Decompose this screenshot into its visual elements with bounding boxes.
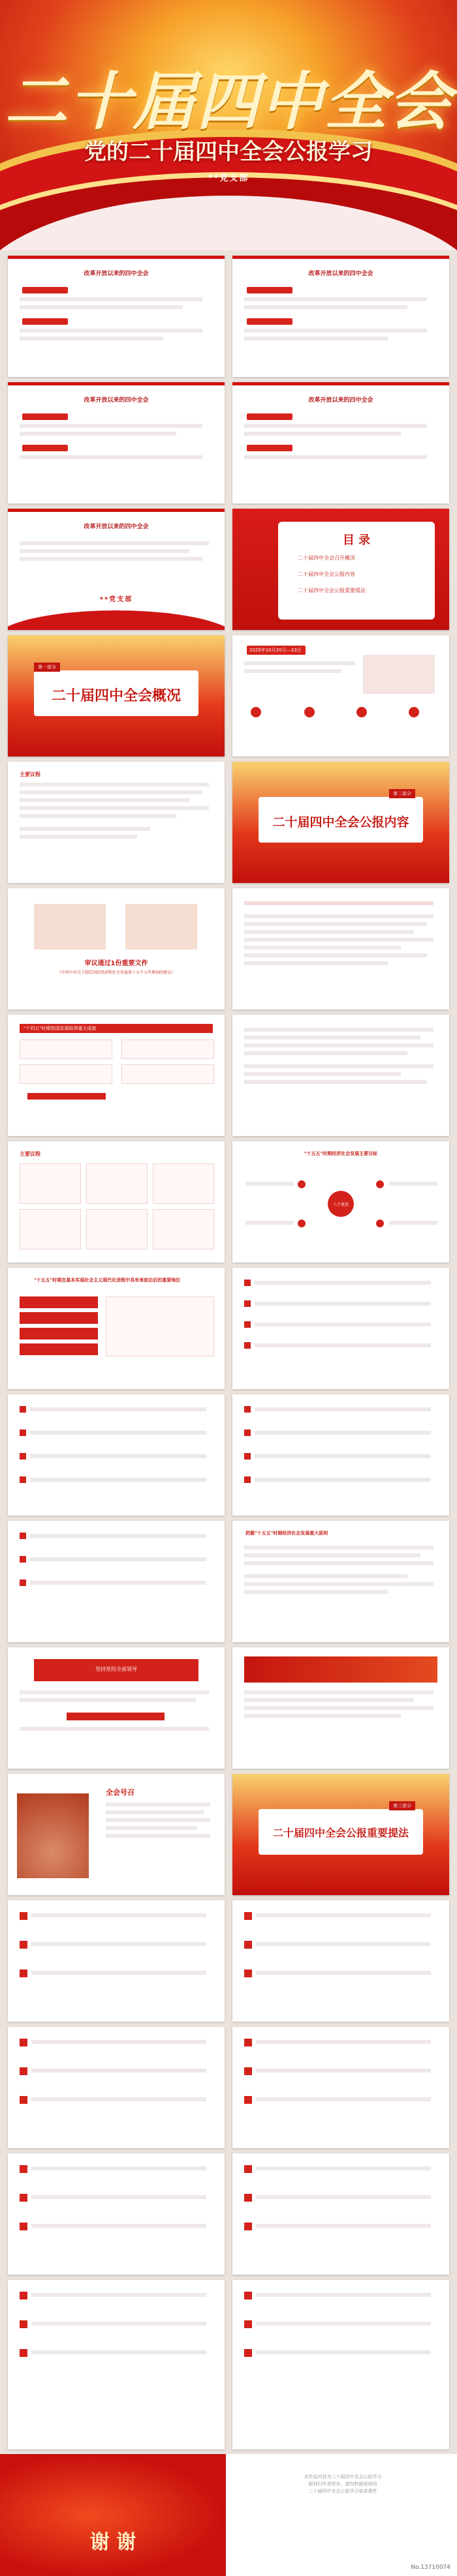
slide-text-line (244, 938, 433, 942)
slide-text-line (256, 2195, 431, 2199)
slide-heading: 改革开放以来的四中全会 (308, 271, 373, 277)
bullet-icon (20, 1406, 26, 1413)
photo-placeholder (244, 1656, 437, 1683)
content-box (86, 1163, 148, 1204)
bullet-icon (244, 1453, 251, 1460)
slide-intro-3 (8, 382, 225, 503)
slide-text-line (255, 1407, 431, 1411)
slide-text-line (256, 2069, 431, 2073)
slide-list-items-5 (8, 1900, 225, 2022)
bullet-icon (20, 2292, 27, 2299)
slide-list-items-4 (8, 1521, 225, 1642)
slide-text-line (256, 2224, 431, 2228)
thanks-text: 谢 谢 (89, 2531, 136, 2554)
bullet-icon (244, 1430, 251, 1436)
orbit-node (376, 1180, 384, 1188)
slide-tag (22, 318, 68, 325)
bullet-icon (20, 2096, 27, 2104)
section-bar (27, 1093, 106, 1100)
content-box (86, 1209, 148, 1250)
people-icon (356, 707, 367, 717)
bullet-icon (244, 1280, 251, 1286)
orbit-center: 八个更加 (328, 1191, 354, 1217)
slide-text-line (30, 1454, 206, 1458)
slide-text-line (256, 2350, 431, 2354)
content-box (20, 1040, 112, 1059)
part-title: 二十届四中全会公报内容 (272, 815, 409, 830)
slide-text-line (244, 337, 388, 340)
slide-part3 (232, 1774, 449, 1895)
photo-placeholder (363, 655, 435, 694)
bullet-icon (20, 1912, 27, 1920)
slide-text-line (20, 806, 209, 810)
bullet-icon (20, 2039, 27, 2046)
slide-text-line (256, 2322, 431, 2326)
bullet-icon (20, 2223, 27, 2230)
bullet-icon (244, 2349, 252, 2357)
slide-text-line (244, 953, 427, 957)
people-icon (409, 707, 419, 717)
slide-text-line (31, 2293, 206, 2297)
slide-achievements (8, 1015, 225, 1136)
toc-item[interactable]: 二十届四中全会公报重要提法 (298, 588, 366, 593)
bullet-icon (244, 1342, 251, 1349)
slide-text-line (106, 1826, 197, 1830)
slide-text-line (244, 1690, 433, 1694)
toc-title: 目 录 (342, 533, 371, 547)
content-box (20, 1209, 81, 1250)
slide-text-line (255, 1454, 431, 1458)
people-icon (304, 707, 315, 717)
slide-party (8, 1647, 225, 1769)
bullet-icon (20, 1969, 27, 1977)
slide-text-line (20, 337, 163, 340)
list-item (20, 1296, 98, 1308)
slide-part2 (232, 762, 449, 883)
slide-text-line (106, 1803, 210, 1806)
slide-text-line (244, 914, 433, 918)
slide-strip (8, 256, 225, 259)
slide-text-line (31, 2350, 206, 2354)
slide-heading: 主要议程 (20, 1151, 40, 1157)
slide-importance (8, 1268, 225, 1389)
slide-text-line (31, 2224, 206, 2228)
photo-placeholder (34, 904, 106, 950)
content-box (20, 1163, 81, 1204)
watermark: No.13710074 (411, 2564, 450, 2571)
slide-text-line (20, 455, 202, 459)
part-title: 二十届四中全会概况 (51, 687, 181, 704)
slide-photo-banner (232, 1647, 449, 1769)
slide-list-items-8 (232, 2027, 449, 2148)
slide-text-line (255, 1478, 431, 1482)
bullet-icon (244, 2292, 252, 2299)
slide-heading: 改革开放以来的四中全会 (84, 524, 149, 530)
slide-list-items-12 (232, 2280, 449, 2449)
slide-text-line (244, 455, 427, 459)
slide-text-line (244, 1574, 407, 1578)
slide-orbit (232, 1141, 449, 1263)
slide-heading: 改革开放以来的四中全会 (84, 271, 149, 277)
info-line: 版权归作者所有，请勿转载或商用 (308, 2481, 377, 2487)
slide-text-line (244, 1546, 433, 1550)
slide-intro-4 (232, 382, 449, 503)
slide-list-items (232, 1268, 449, 1389)
toc-item[interactable]: 二十届四中全会召开概况 (298, 555, 355, 561)
slide-text-line (30, 1431, 206, 1435)
slide-text-content (232, 1015, 449, 1136)
hero-title: 二十届四中全会 (5, 65, 452, 138)
slide-strip (8, 382, 225, 385)
bullet-icon (20, 2165, 27, 2173)
list-item (20, 1328, 98, 1340)
meeting-date: 2025年10月20日—23日 (249, 648, 302, 653)
slide-text-line (20, 835, 137, 839)
slide-list-items-6 (232, 1900, 449, 2022)
slide-text-line (20, 783, 209, 786)
content-box (153, 1209, 214, 1250)
thanks-section (0, 2454, 457, 2576)
slide-text-line (20, 549, 189, 553)
info-block (248, 2474, 437, 2495)
slide-text-line (20, 432, 176, 436)
slide-text-line (20, 329, 202, 333)
bullet-icon (244, 2067, 252, 2075)
section-title: "十四五"时期我国发展取得重大成就 (24, 1026, 97, 1031)
slide-grid-boxes (8, 1141, 225, 1263)
slide-text-line (244, 1714, 401, 1718)
info-line: 二十届四中全会公报学习宣讲课件 (308, 2489, 377, 2494)
slide-list-items-9 (8, 2153, 225, 2275)
slide-tag (22, 445, 68, 451)
slide-text-line (20, 424, 202, 428)
slide-text-line (244, 669, 342, 673)
slide-text-line (244, 1080, 427, 1084)
slide-text-line (256, 2293, 431, 2297)
slide-text-line (244, 961, 388, 965)
bullet-icon (244, 2194, 252, 2202)
bullet-icon (20, 1580, 26, 1586)
slide-text-line (256, 1913, 431, 1917)
slide-list-items-11 (8, 2280, 225, 2449)
slide-agenda (8, 762, 225, 883)
slide-text-line (31, 2040, 206, 2044)
part-badge: 第二部分 (389, 789, 415, 798)
slide-text-line (256, 2040, 431, 2044)
slide-wave (8, 610, 225, 630)
bullet-icon (244, 2165, 252, 2173)
doc-name: 《中共中央关于制定国民经济和社会发展第十五个五年规划的建议》 (57, 970, 175, 975)
list-item (20, 1312, 98, 1324)
slide-text-content-2 (232, 1521, 449, 1642)
call-title: 全会号召 (106, 1788, 134, 1797)
slide-text-line (30, 1407, 206, 1411)
bullet-icon (20, 2349, 27, 2357)
bullet-icon (244, 1969, 252, 1977)
part-badge: 第三部分 (389, 1801, 415, 1810)
bullet-icon (20, 1453, 26, 1460)
slide-text-line (30, 1581, 206, 1585)
slide-text-line (244, 1553, 420, 1557)
slide-intro-5 (8, 509, 225, 630)
slide-list-items-7 (8, 2027, 225, 2148)
slide-list-items-2 (8, 1394, 225, 1516)
slide-text-line (256, 1942, 431, 1946)
slide-text-line (106, 1810, 204, 1814)
slide-text-line (244, 1698, 414, 1702)
slide-tag (247, 318, 292, 325)
slide-text-line (244, 661, 355, 665)
thanks-panel (0, 2454, 226, 2576)
slide-text-line (20, 1727, 209, 1731)
slide-text-line (244, 1036, 420, 1040)
slide-text-line (256, 1971, 431, 1975)
people-icon (251, 707, 261, 717)
slide-text-line (30, 1534, 206, 1538)
monument-image (17, 1793, 89, 1878)
slide-overview (232, 635, 449, 756)
slide-text-line (20, 541, 209, 545)
slide-heading: 把握"十五五"时期经济社会发展重大原则 (245, 1531, 328, 1536)
bullet-icon (20, 2067, 27, 2075)
slide-text-line (106, 1834, 210, 1838)
bullet-icon (244, 1300, 251, 1307)
slide-intro-1 (8, 256, 225, 377)
bullet-icon (20, 2194, 27, 2202)
hero-org: **党支部 (208, 173, 249, 183)
slide-text-line (244, 1706, 433, 1710)
slide-text-line (20, 1690, 209, 1694)
slide-text-line (31, 1942, 206, 1946)
slide-text-line (389, 1182, 437, 1186)
slide-part1 (8, 635, 225, 756)
bullet-icon (20, 1476, 26, 1483)
hero-subtitle: 党的二十届四中全会公报学习 (84, 139, 373, 165)
slide-text-line (244, 305, 407, 309)
slide-text-line (20, 790, 202, 794)
review-doc: 审议通过1份重要文件 (84, 960, 148, 967)
slide-text-line (244, 922, 427, 926)
slide-text-line (30, 1478, 206, 1482)
slide-text-line (244, 946, 401, 950)
orbit-node (298, 1180, 306, 1188)
slide-text-line (256, 2166, 431, 2170)
slide-text-line (20, 305, 183, 309)
slide-text-line (244, 1064, 433, 1068)
slide-text-line (31, 1971, 206, 1975)
slide-text-line (245, 1221, 294, 1225)
bullet-icon (244, 2096, 252, 2104)
slide-text-line (244, 1043, 433, 1047)
part-badge: 第一部分 (34, 663, 60, 672)
slide-list-items-3 (232, 1394, 449, 1516)
slide-tag (22, 287, 68, 293)
bullet-icon (244, 1321, 251, 1328)
bullet-icon (20, 1430, 26, 1436)
hero-banner (0, 0, 457, 250)
content-box (121, 1040, 214, 1059)
slide-text-line (245, 1182, 294, 1186)
bullet-icon (20, 1941, 27, 1949)
slide-text-line (20, 814, 176, 818)
slide-text-line (31, 2195, 206, 2199)
slide-text-line (244, 1051, 407, 1055)
content-box (20, 1064, 112, 1084)
slide-strip (232, 382, 449, 385)
slide-text-line (244, 1582, 433, 1586)
info-line: 本作品内容为二十届四中全会公报学习 (304, 2474, 382, 2479)
content-box (153, 1163, 214, 1204)
photo-placeholder (125, 904, 197, 950)
slide-text-line (244, 901, 433, 905)
slide-text-line (244, 424, 427, 428)
bullet-icon (20, 1556, 26, 1563)
bullet-icon (244, 2320, 252, 2328)
slide-text-line (31, 2069, 206, 2073)
slide-text-line (31, 2322, 206, 2326)
slide-text-line (389, 1221, 437, 1225)
slide-tag (22, 413, 68, 420)
slide-document (8, 888, 225, 1010)
slide-toc (232, 509, 449, 630)
agenda-title: 主要议程 (20, 771, 40, 777)
slide-text-line (244, 1028, 433, 1032)
bullet-icon (20, 2320, 27, 2328)
bullet-icon (20, 1533, 26, 1539)
slide-text-line (244, 1590, 388, 1594)
slide-intro-2 (232, 256, 449, 377)
slide-text-line (255, 1431, 431, 1435)
content-box (121, 1064, 214, 1084)
bullet-icon (244, 2039, 252, 2046)
slide-strip (232, 256, 449, 259)
slide-text-line (255, 1281, 431, 1285)
slide-heading: 改革开放以来的四中全会 (84, 397, 149, 404)
slide-text-line (255, 1343, 431, 1347)
slide-text-line (256, 2097, 431, 2101)
bullet-icon (244, 1941, 252, 1949)
slide-text-line (244, 329, 427, 333)
slide-org: **党支部 (99, 596, 133, 603)
slide-text-line (255, 1323, 431, 1326)
slide-text-line (106, 1818, 210, 1822)
bullet-icon (244, 2223, 252, 2230)
slide-text-line (20, 1698, 196, 1702)
slide-text-line (20, 798, 189, 802)
slide-text-line (244, 432, 401, 436)
section-bar (67, 1713, 165, 1720)
toc-list (298, 554, 428, 594)
toc-item[interactable]: 二十届四中全会公报内容 (298, 571, 355, 577)
slide-tag (247, 445, 292, 451)
slide-tag (247, 413, 292, 420)
slide-strip (8, 509, 225, 512)
slide-text-content (232, 888, 449, 1010)
slide-text-line (20, 557, 202, 561)
slide-text-line (20, 297, 202, 301)
slide-text-line (30, 1557, 206, 1561)
slide-text-line (255, 1302, 431, 1306)
slide-text-line (31, 2097, 206, 2101)
slide-text-line (244, 1072, 401, 1076)
bullet-icon (244, 1912, 252, 1920)
slide-heading: "十五五"时期经济社会发展主要目标 (304, 1151, 378, 1156)
slide-text-line (31, 2166, 206, 2170)
slide-text-line (244, 930, 414, 934)
bullet-icon (244, 1476, 251, 1483)
orbit-node (298, 1220, 306, 1227)
slide-list-items-10 (232, 2153, 449, 2275)
section-title: 坚持党的全面领导 (95, 1666, 137, 1672)
slide-text-line (244, 1561, 433, 1565)
content-box (106, 1296, 214, 1356)
bullet-icon (244, 1406, 251, 1413)
list-item (20, 1343, 98, 1355)
slide-heading: "十五五"时期在基本实现社会主义现代化进程中具有承前启后的重要地位 (34, 1278, 181, 1283)
slide-call (8, 1774, 225, 1895)
slide-text-line (244, 297, 427, 301)
slide-tag (247, 287, 292, 293)
slide-text-line (20, 827, 150, 831)
slide-text-line (31, 1913, 206, 1917)
slide-heading: 改革开放以来的四中全会 (308, 397, 373, 404)
orbit-node (376, 1220, 384, 1227)
part-title: 二十届四中全会公报重要提法 (272, 1827, 409, 1839)
